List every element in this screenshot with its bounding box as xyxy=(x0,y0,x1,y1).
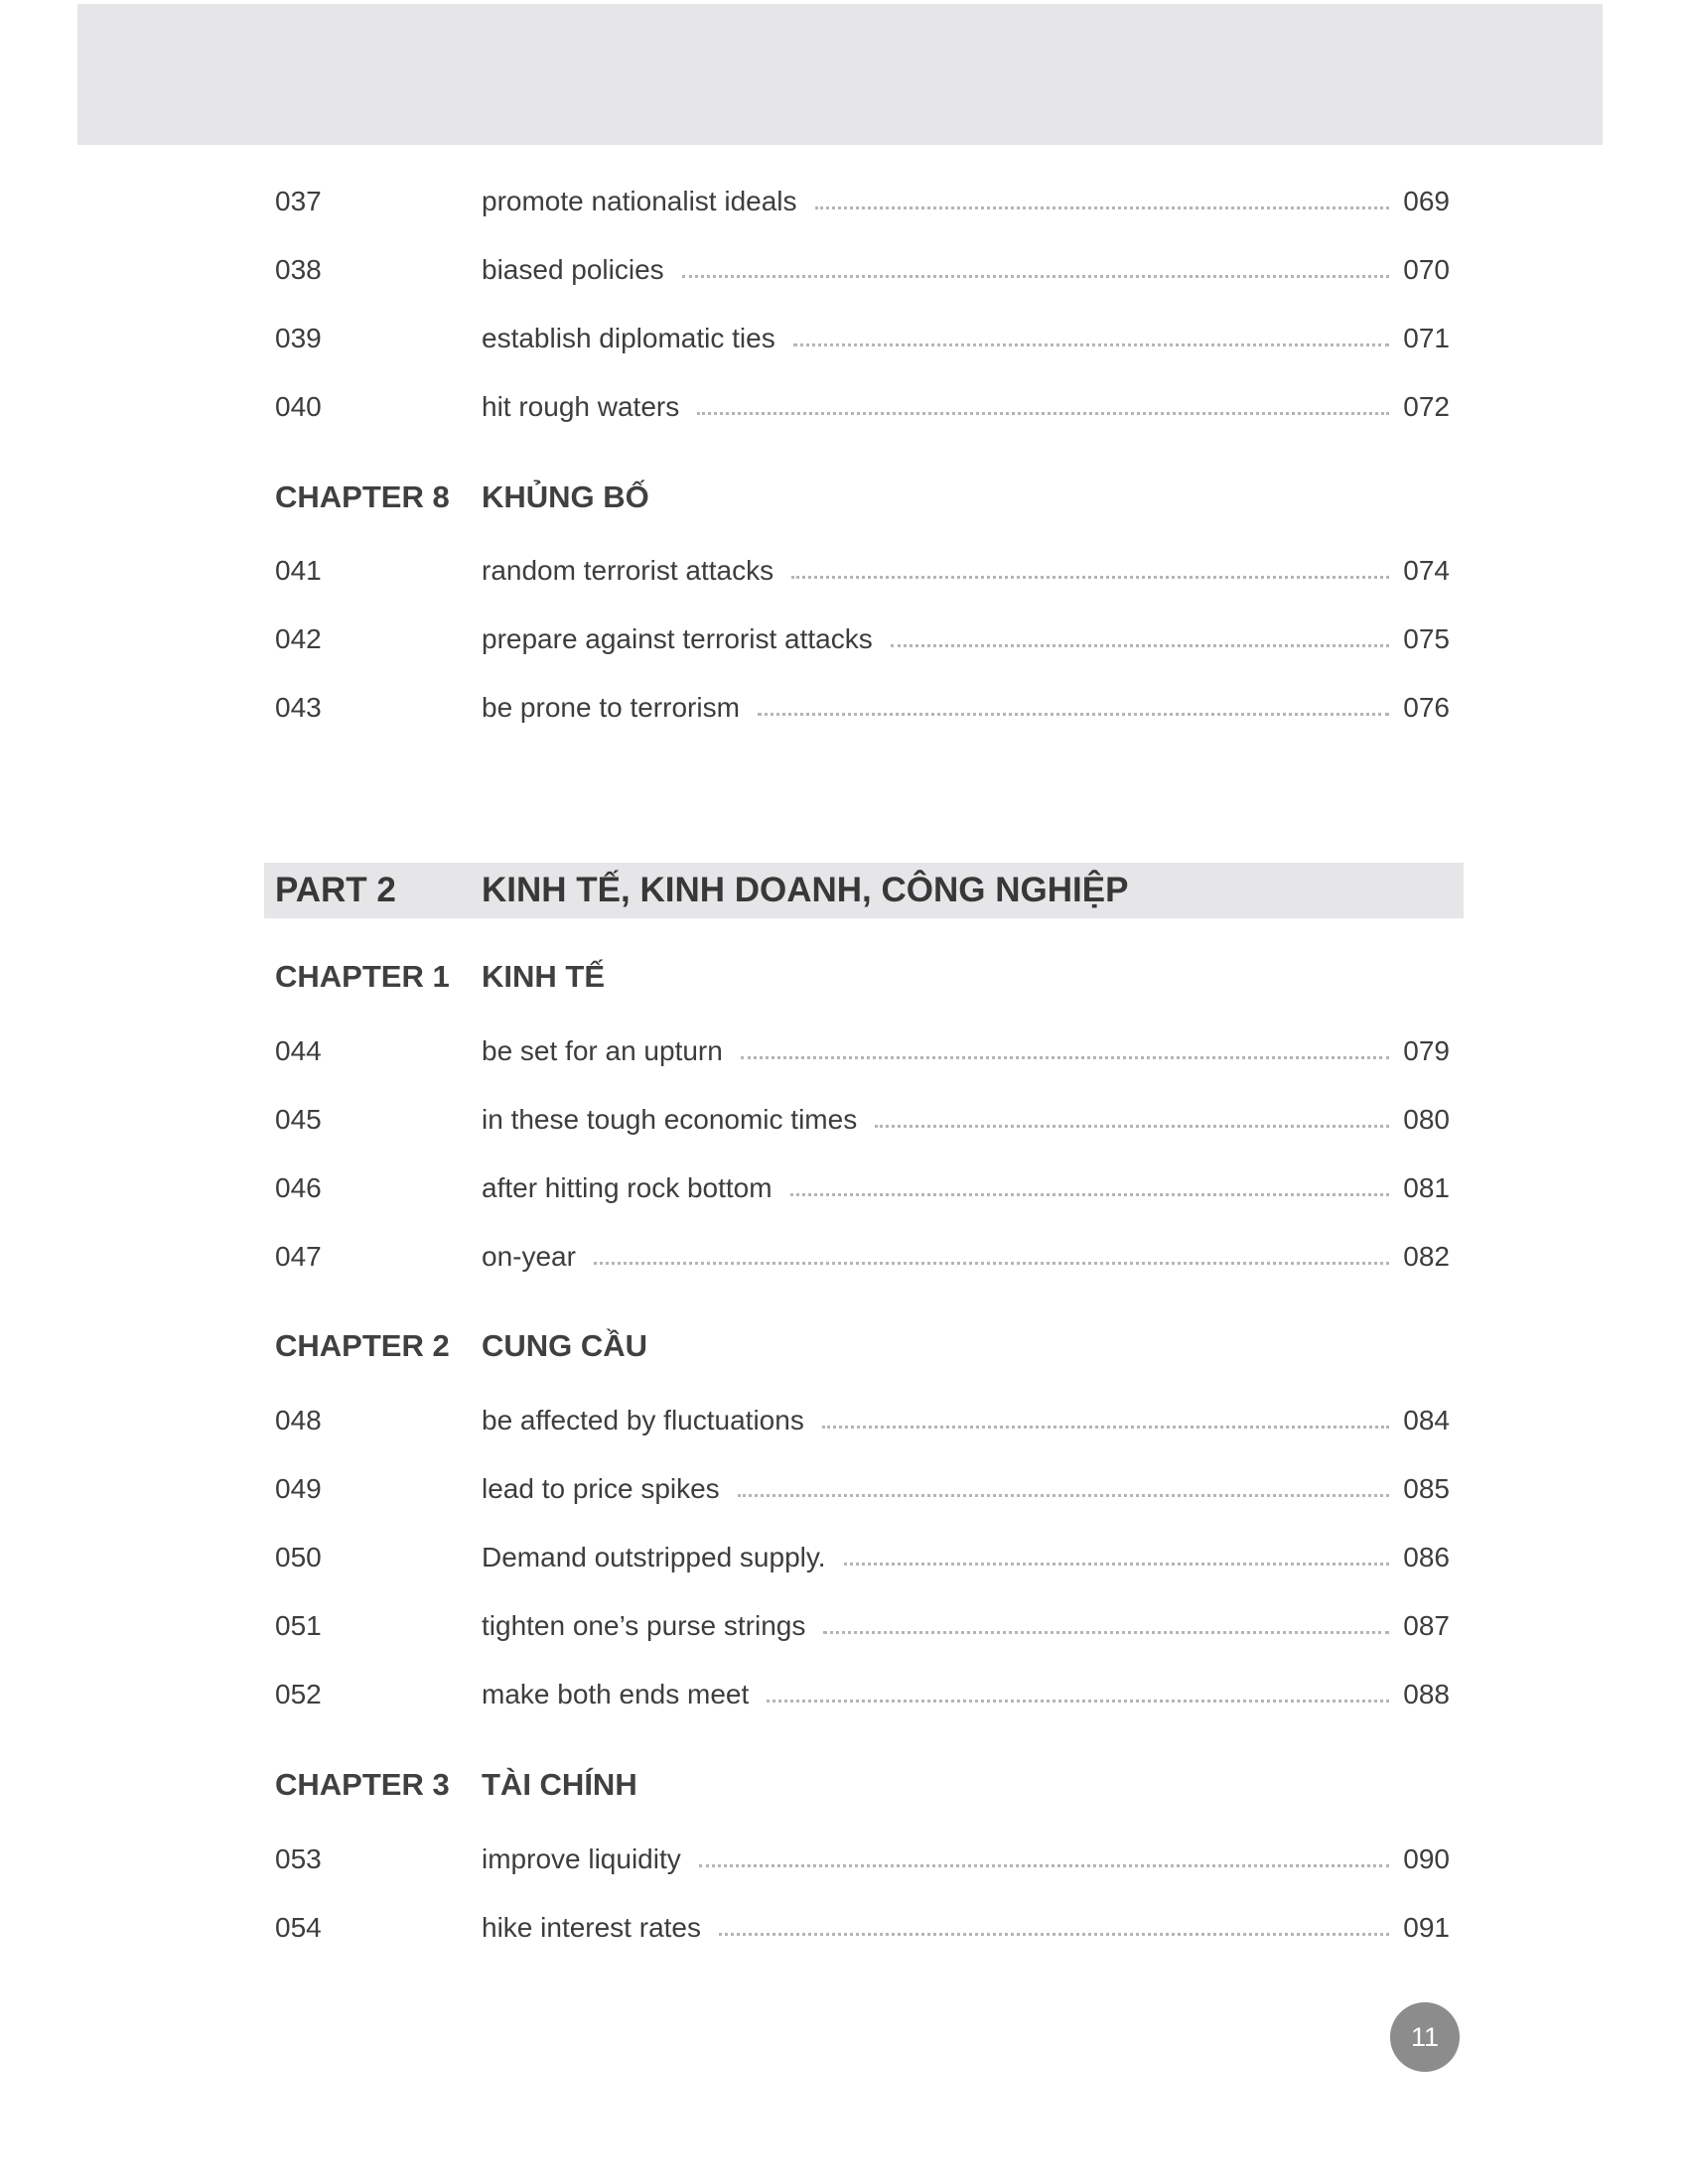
chapter-number: CHAPTER 8 xyxy=(275,479,450,514)
chapter-title: KHỦNG BỐ xyxy=(482,479,649,514)
dot-leader xyxy=(719,1931,1389,1936)
dot-leader xyxy=(791,574,1389,579)
dot-leader xyxy=(697,410,1389,415)
dot-leader xyxy=(682,273,1390,278)
toc-entry[interactable] xyxy=(275,387,1450,427)
entry-number: 049 xyxy=(275,1473,322,1504)
toc-entry[interactable] xyxy=(275,1538,1450,1577)
chapter-title: TÀI CHÍNH xyxy=(482,1767,637,1802)
entry-title: be set for an upturn xyxy=(482,1035,723,1066)
entry-page: 070 xyxy=(1403,254,1450,285)
toc-entry[interactable] xyxy=(275,1469,1450,1509)
entry-number: 048 xyxy=(275,1405,322,1435)
entry-title: tighten one’s purse strings xyxy=(482,1610,806,1641)
chapter-number: CHAPTER 3 xyxy=(275,1767,450,1802)
toc-entry[interactable] xyxy=(275,1100,1450,1140)
entry-page: 069 xyxy=(1403,186,1450,216)
dot-leader xyxy=(790,1191,1390,1196)
entry-page: 084 xyxy=(1403,1405,1450,1435)
entry-title: prepare against terrorist attacks xyxy=(482,623,873,654)
toc-entry[interactable] xyxy=(275,551,1450,591)
toc-entry[interactable] xyxy=(275,1840,1450,1879)
dot-leader xyxy=(844,1561,1390,1566)
entry-page: 088 xyxy=(1403,1679,1450,1709)
entry-number: 042 xyxy=(275,623,322,654)
dot-leader xyxy=(793,341,1390,346)
toc-entry[interactable] xyxy=(275,619,1450,659)
entry-title: Demand outstripped supply. xyxy=(482,1542,826,1572)
part-title: KINH TẾ, KINH DOANH, CÔNG NGHIỆP xyxy=(482,871,1129,909)
entry-title: establish diplomatic ties xyxy=(482,323,775,353)
entry-number: 038 xyxy=(275,254,322,285)
dot-leader xyxy=(738,1492,1390,1497)
entry-title: improve liquidity xyxy=(482,1843,681,1874)
entry-number: 047 xyxy=(275,1241,322,1272)
toc-entry[interactable] xyxy=(275,1606,1450,1646)
entry-title: after hitting rock bottom xyxy=(482,1172,773,1203)
entry-title: biased policies xyxy=(482,254,664,285)
entry-title: be prone to terrorism xyxy=(482,692,740,723)
entry-number: 051 xyxy=(275,1610,322,1641)
toc-entry[interactable] xyxy=(275,250,1450,290)
entry-title: promote nationalist ideals xyxy=(482,186,797,216)
entry-number: 052 xyxy=(275,1679,322,1709)
dot-leader xyxy=(767,1698,1389,1703)
entry-number: 050 xyxy=(275,1542,322,1572)
entry-number: 053 xyxy=(275,1843,322,1874)
dot-leader xyxy=(822,1424,1389,1429)
entry-page: 086 xyxy=(1403,1542,1450,1572)
toc-entry[interactable] xyxy=(275,1401,1450,1440)
chapter-number: CHAPTER 1 xyxy=(275,959,450,994)
entry-page: 076 xyxy=(1403,692,1450,723)
entry-page: 081 xyxy=(1403,1172,1450,1203)
entry-title: in these tough economic times xyxy=(482,1104,858,1135)
chapter-title: KINH TẾ xyxy=(482,959,605,994)
entry-title: lead to price spikes xyxy=(482,1473,720,1504)
entry-page: 085 xyxy=(1403,1473,1450,1504)
entry-title: make both ends meet xyxy=(482,1679,750,1709)
chapter-heading xyxy=(275,1324,1450,1368)
chapter-title: CUNG CẦU xyxy=(482,1328,648,1363)
entry-title: hit rough waters xyxy=(482,391,680,422)
entry-page: 075 xyxy=(1403,623,1450,654)
dot-leader xyxy=(741,1054,1389,1059)
dot-leader xyxy=(594,1260,1389,1265)
chapter-heading xyxy=(275,955,1450,999)
entry-page: 090 xyxy=(1403,1843,1450,1874)
entry-page: 074 xyxy=(1403,555,1450,586)
entry-page: 091 xyxy=(1403,1912,1450,1943)
chapter-heading xyxy=(275,476,1450,519)
entry-title: hike interest rates xyxy=(482,1912,701,1943)
entry-number: 044 xyxy=(275,1035,322,1066)
toc-entry[interactable] xyxy=(275,1908,1450,1948)
entry-title: on-year xyxy=(482,1241,576,1272)
entry-number: 054 xyxy=(275,1912,322,1943)
toc-entry[interactable] xyxy=(275,1675,1450,1714)
entry-page: 080 xyxy=(1403,1104,1450,1135)
chapter-heading xyxy=(275,1763,1450,1807)
entry-number: 043 xyxy=(275,692,322,723)
entry-page: 087 xyxy=(1403,1610,1450,1641)
entry-number: 041 xyxy=(275,555,322,586)
toc-entry[interactable] xyxy=(275,1168,1450,1208)
part-heading xyxy=(264,863,1464,918)
entry-page: 082 xyxy=(1403,1241,1450,1272)
dot-leader xyxy=(891,642,1390,647)
toc-entry[interactable] xyxy=(275,688,1450,728)
page-number-badge: 11 xyxy=(1390,2002,1460,2072)
header-band xyxy=(77,4,1603,145)
dot-leader xyxy=(699,1862,1390,1867)
entry-title: random terrorist attacks xyxy=(482,555,774,586)
toc-entry[interactable] xyxy=(275,1031,1450,1071)
toc-entry[interactable] xyxy=(275,1237,1450,1277)
entry-page: 072 xyxy=(1403,391,1450,422)
part-number: PART 2 xyxy=(275,871,396,909)
entry-page: 079 xyxy=(1403,1035,1450,1066)
entry-number: 039 xyxy=(275,323,322,353)
entry-number: 037 xyxy=(275,186,322,216)
dot-leader xyxy=(875,1123,1389,1128)
entry-number: 046 xyxy=(275,1172,322,1203)
entry-page: 071 xyxy=(1403,323,1450,353)
chapter-number: CHAPTER 2 xyxy=(275,1328,450,1363)
dot-leader xyxy=(758,711,1389,716)
entry-title: be affected by fluctuations xyxy=(482,1405,804,1435)
toc-entry[interactable] xyxy=(275,319,1450,358)
dot-leader xyxy=(815,205,1390,209)
toc-entry[interactable] xyxy=(275,182,1450,221)
dot-leader xyxy=(823,1629,1389,1634)
entry-number: 045 xyxy=(275,1104,322,1135)
entry-number: 040 xyxy=(275,391,322,422)
